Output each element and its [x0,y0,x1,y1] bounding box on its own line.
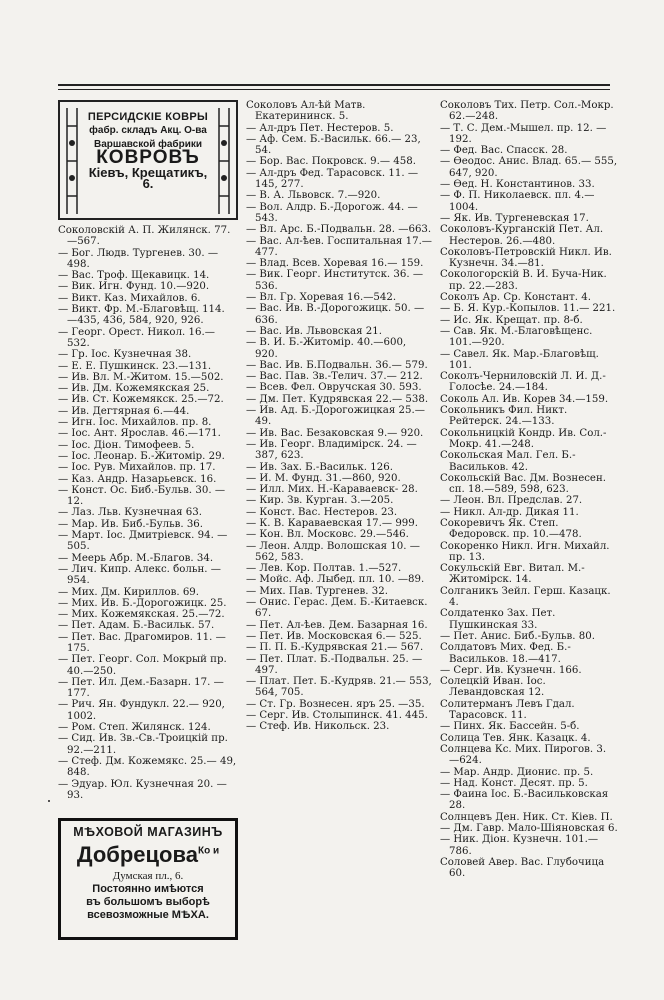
directory-entry: — Пет. Георг. Сол. Мокрый пр. 40.—250. [58,654,230,677]
directory-entry: — Ив. Вл. М.-Житом. 15.—502. [58,371,224,383]
directory-entry: Соколъ Ар. Ср. Констант. 4. [440,292,591,304]
directory-entry: — Кир. Зв. Курган. 3.—205. [246,495,394,507]
directory-entry: — Каз. Андр. Назарьевск. 16. [58,473,217,485]
directory-entry: Соловей Авер. Вас. Глубочица 60. [440,856,608,880]
directory-entry: — Серг. Ив. Столыпинск. 41. 445. [246,710,428,722]
directory-entry: — Сав. Як. М.-Благовѣщенс. 101.—920. [440,325,596,349]
directory-entry: — Стеф. Ив. Никольск. 23. [246,721,390,733]
directory-entry: Соколовъ-Петровскiй Никл. Ив. Кузнечн. 34.—81. [440,246,616,270]
directory-entry: — Ром. Степ. Жилянск. 124. [58,722,211,734]
ad-fur-line: всевозможные МѢХА. [87,909,209,921]
directory-entry: — Мих. Пав. Тургенев. 32. [246,585,388,597]
directory-entry: — Ст. Гр. Вознесен. яръ 25. —35. [246,698,425,710]
directory-entry: — Никл. Ал-др. Дикая 11. [440,506,579,518]
directory-entry: Солнцева Кс. Мих. Пирогов. 3. —624. [440,743,610,767]
directory-entry: — Аф. Сем. Б.-Васильк. 66.— 23, 54. [246,133,424,157]
directory-entry: — Мих. Дм. Кириллов. 69. [58,586,200,598]
directory-entry: — Пинх. Як. Бассейн. 5-б. [440,721,580,733]
directory-entry: Соколовскiй А. П. Жилянск. 77. —567. [58,225,234,248]
fur-shop-advertisement [58,818,238,940]
directory-entry: — Онис. Герас. Дем. Б.-Китаевск. 67. [246,597,431,620]
directory-entry: — Мих. Кожемякская. 25.—72. [58,609,225,621]
directory-entry: — Вас. Ив. Б.Подвальн. 36.— 579. [246,359,428,371]
directory-entry: — Пет. Ал-ѣев. Дем. Базарная 16. [246,619,428,631]
directory-entry: — Бор. Вас. Покровск. 9.— 458. [246,156,416,168]
directory-entry: — В. И. Б.-Житомiр. 40.—600, 920. [246,337,410,360]
directory-entry: Сокольская Мал. Гел. Б.-Васильков. 42. [440,450,576,473]
print-speck [48,800,50,802]
directory-entry: — Леон. Алдр. Волошская 10. —562, 583. [246,540,420,563]
directory-entry: — Вл. Арс. Б.-Подвальн. 28. —663. [246,224,432,236]
directory-entry: — И. М. Фунд. 31.—860, 920. [246,472,401,484]
directory-entry: Солецкiй Иван. Iос. Левандовская 12. [440,676,549,699]
directory-entry: — Вас. Пав. Зв.-Телич. 37.— 212. [246,371,423,383]
directory-entry: — Пет. Вас. Драгомиров. 11. —175. [58,631,226,654]
column-1 [58,100,238,801]
directory-entry: — Вл. Гр. Хоревая 16.—542. [246,292,397,304]
directory-entry: — П. П. Б.-Кудрявская 21.— 567. [246,642,424,654]
ad-carpet-heading: ПЕРСИДСКIЕ КОВРЫ [87,111,209,123]
column-3 [440,100,621,880]
directory-entry: — Гр. Iос. Кузнечная 38. [58,349,192,361]
ad-fur-line: въ большомъ выборѣ [86,896,210,908]
directory-entry: Соколъ-Черниловскiй Л. И. Д.- Голосѣе. 24.—184. [440,371,610,394]
directory-entry: — Вас. Ал-ѣев. Госпитальная 17.—477. [246,235,432,258]
directory-entry: — Е. Е. Пушкинск. 23.—131. [58,360,212,372]
directory-entry: — Лев. Кор. Полтав. 1.—527. [246,563,402,575]
directory-entry: — Ф. П. Николаевск. пл. 4.— 1004. [440,190,598,213]
directory-entry: Сокологорскiй В. И. Буча-Ник. пр. 22.—283. [440,269,610,292]
directory-entry: — Пет. Ив. Московская 6.— 525. [246,630,422,642]
directory-entry: Сокольскiй Вас. Дм. Вознесен. сп. 18.—589, 598, 623. [440,472,610,496]
directory-entry: — Як. Ив. Тургеневская 17. [440,212,589,224]
directory-entry: — Ѳед. Н. Константинов. 33. [440,179,595,191]
ad-fur-suffix: Ко и [197,845,220,857]
ad-carpet-address: Кiевъ, Крещатикъ, 6. [88,165,208,192]
ad-fur-name-line [61,842,235,868]
directory-entry: Сокоренко Никл. Игн. Михайл. пр. 13. [440,540,613,563]
directory-entry: — Лаз. Льв. Кузнечная 63. [58,507,203,519]
directory-entry: — Март. Iос. Дмитрiевск. 94. —505. [58,530,228,553]
directory-entry: — Вас. Троф. Щекавицк. 14. [58,270,210,282]
directory-entry: — Мойс. Аф. Лыбед. пл. 10. —89. [246,574,425,586]
directory-entry: — Стеф. Дм. Кожемякс. 25.— 49, 848. [58,755,240,779]
directory-entry: — Плат. Пет. Б.-Кудряв. 21.— 553, 564, 705. [246,676,436,699]
directory-entry: — Эдуар. Юл. Кузнечная 20. —93. [58,778,227,801]
directory-entry: — Кон. Вл. Московс. 29.—546. [246,529,409,541]
directory-entry: — Сид. Ив. Зв.-Св.-Троицкiй пр. 92.—211. [58,733,232,756]
directory-entry: — Мар. Ив. Биб.-Бульв. 36. [58,518,204,530]
directory-entry: — Георг. Орест. Никол. 16.— 532. [58,326,219,349]
directory-entry: — Влад. Всев. Хоревая 16.— 159. [246,258,424,270]
ornament-right-icon [215,106,233,216]
ad-carpet-line: Варшавской фабрики [93,138,203,150]
directory-entry: — Савел. Як. Мар.-Благовѣщ. 101. [440,348,603,371]
directory-entry: — Фаина Iос. Б.-Васильковская 28. [440,789,612,812]
directory-entry: — Серг. Ив. Кузнечн. 166. [440,664,582,676]
directory-entry: — Дм. Гавр. Мало-Шiяновская 6. [440,823,618,834]
directory-entry: — Iос. Ант. Ярослав. 46.—171. [58,428,221,440]
directory-entry: — К. В. Караваевская 17.— 999. [246,517,418,529]
directory-entry: — Пет. Ил. Дем.-Базарн. 17. —177. [58,676,224,700]
directory-entry: — Рич. Ян. Фундукл. 22.— 920, 1002. [58,699,229,722]
top-rule-thick [58,84,610,86]
ad-fur-address: Думская пл., 6. [112,870,184,882]
directory-entry: — Б. Я. Кур.-Копылов. 11.— 221. [440,303,616,315]
directory-entry: — Т. С. Дем.-Мышел. пр. 12. —192. [440,122,607,145]
directory-entry: — Ив. Зах. Б.-Васильк. 126. [246,461,393,473]
directory-entry: Соколовъ-Курганскiй Пет. Ал. Нестеров. 26.—480. [440,224,607,247]
directory-entry: Сокольницкiй Кондр. Ив. Сол.- Мокр. 41.—248. [440,427,610,450]
directory-entry: Сокульскiй Евг. Витал. М.-Житомiрск. 14. [440,563,585,586]
directory-entry: — Леон. Вл. Предслав. 27. [440,495,583,507]
ad-fur-heading: МѢХОВОЙ МАГАЗИНЪ [73,825,223,839]
ad-fur-name: Добрецова [76,842,198,867]
directory-entry: — Вик. Георг. Институтск. 36. —536. [246,269,424,292]
directory-entry: — Вас. Ив. В.-Дорогожицк. 50. —636. [246,303,425,326]
directory-entry: — Пет. Анис. Биб.-Бульв. 80. [440,630,595,642]
directory-entry: — Вик. Игн. Фунд. 10.—920. [58,281,210,293]
directory-entry: Солдатовъ Мих. Фед. Б.-Васильков. 18.—417. [440,642,571,665]
directory-entry: — Бог. Людв. Тургенев. 30. —498. [58,247,219,270]
directory-entry: — Ив. Ад. Б.-Дорогожицкая 25.—49. [246,405,425,428]
directory-entry: Солица Тев. Янк. Казацк. 4. [440,732,591,744]
directory-entry: — Ник. Дiон. Кузнечн. 101.— 786. [440,834,602,857]
ornament-left-icon [63,106,81,216]
directory-entry: — Лич. Кипр. Алекс. больн. —954. [58,563,221,587]
directory-entry: — Илл. Мих. Н.-Караваевск- 28. [246,484,418,496]
directory-entry: — Вас. Ив. Львовская 21. [246,325,382,337]
directory-entry: — Мар. Андр. Дионис. пр. 5. [440,766,594,778]
directory-entry: Солганикъ Зейл. Герш. Казацк. 4. [440,585,614,609]
directory-entry: — Ив. Вас. Безаковская 9.— 920. [246,427,424,439]
directory-entry: Соколь Ал. Ив. Корев 34.—159. [440,393,609,405]
directory-entry: — Викт. Фр. М.-Благовѣщ. 114. —435, 436, 584, 920, 926. [58,304,229,327]
directory-entry: — Меерь Абр. М.-Благов. 34. [58,552,214,564]
directory-entry: — Дм. Пет. Кудрявская 22.— 538. [246,393,429,405]
directory-entry: — Над. Конст. Десят. пр. 5. [440,777,588,789]
directory-entry: — Ив. Ст. Кожемякск. 25.—72. [58,394,224,406]
directory-entry: — Ив. Дегтярная 6.—44. [58,405,190,417]
directory-entry: — В. А. Львовск. 7.—920. [246,190,381,202]
ad-fur-line: Постоянно имѣются [92,883,204,895]
directory-entry: Соколовъ Тих. Петр. Сол.-Мокр. 62.—248. [440,100,617,123]
directory-entry: Солнцевъ Ден. Ник. Ст. Кiев. П. [440,811,613,823]
directory-entry: — Ис. Як. Крещат. пр. 8-б. [440,314,583,326]
directory-entry: — Пет. Адам. Б.-Васильк. 57. [58,620,215,632]
directory-entry: — Всев. Фел. Овручская 30. 593. [246,382,422,394]
directory-entry: — Iос. Леонар. Б.-Житомiр. 29. [58,450,225,462]
carpet-advertisement [58,100,238,220]
directory-entry: — Пет. Плат. Б.-Подвальн. 25. —497. [246,653,423,676]
entries-column-2 [246,100,436,733]
directory-entry: — Конст. Вас. Нестеров. 23. [246,506,398,518]
directory-entry: — Ив. Дм. Кожемякская 25. [58,383,210,395]
directory-entry: Сокоревичъ Як. Степ. Федоровск. пр. 10.—478. [440,517,582,541]
directory-entry: — Фед. Вас. Спасск. 28. [440,145,568,157]
ad-carpet-brand: КОВРОВЪ [96,146,200,168]
entries-column-1 [58,225,238,801]
directory-entry: — Викт. Каз. Михайлов. 6. [58,292,201,304]
directory-entry: Солитерманъ Левъ Гдал. Тарасовск. 11. [440,698,578,722]
directory-entry: — Вол. Алдр. Б.-Дорогож. 44. —543. [246,201,418,224]
directory-entry: Соколовъ Ал-ѣй Матв. Екатерининск. 5. [246,100,369,123]
directory-entry: — Ал-дръ Пет. Нестеров. 5. [246,122,394,134]
ad-carpet-line: фабр. складъ Акц. О-ва [89,125,207,137]
column-2 [246,100,436,733]
directory-entry: — Мих. Ив. Б.-Дорогожицк. 25. [58,597,227,609]
entries-column-3 [440,100,621,880]
directory-entry: — Iос. Рув. Михайлов. пр. 17. [58,462,216,474]
directory-entry: — Конст. Ос. Биб.-Бульв. 30. —12. [58,484,226,508]
directory-entry: Сокольникъ Фил. Никт. Рейтерск. 24.—133. [440,405,571,428]
directory-entry: — Ѳеодос. Анис. Влад. 65.— 555, 647, 920. [440,156,621,179]
directory-entry: — Iос. Дiон. Тимофеев. 5. [58,439,195,451]
directory-entry: — Ив. Георг. Владимiрск. 24. —387, 623. [246,438,417,462]
directory-entry: Солдатенко Зах. Пет. Пушкинская 33. [440,608,559,631]
directory-entry: — Ал-дръ Фед. Тарасовск. 11. —145, 277. [246,167,419,191]
directory-entry: — Игн. Iос. Михайлов. пр. 8. [58,417,212,429]
top-rule-thin [58,89,610,90]
